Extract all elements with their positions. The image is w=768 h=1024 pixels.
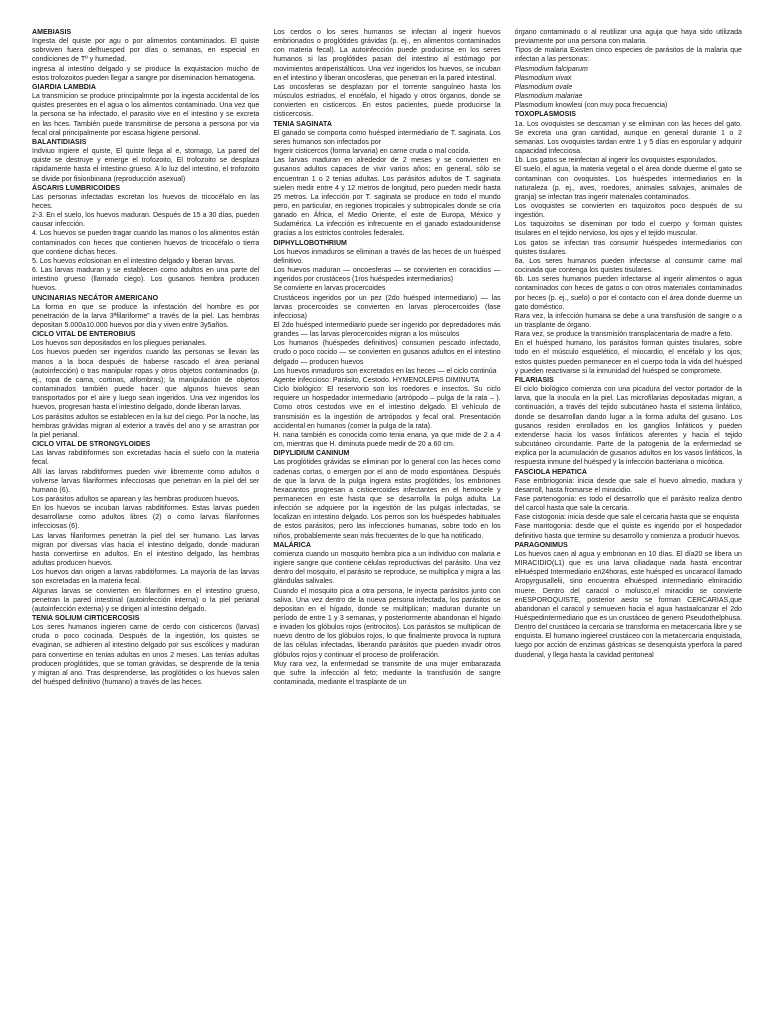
section-heading: TENIA SAGINATA <box>273 120 332 128</box>
paragraph: 6b. Los seres humanos pueden infectarse al ingerir alimentos o agua contaminados con heces de gatos o con otros materiales contaminados por heces (p. ej., suelo) o por el contacto con el área donde duerme un gato doméstico. <box>514 276 742 311</box>
text-column-right <box>515 28 742 1014</box>
section-heading: DIPYLIDIUM CANINUM <box>273 450 350 458</box>
paragraph: Los huevos son depositados en los pliegues perianales. <box>32 340 207 348</box>
paragraph: Los ovoquistes se convierten en taquizoitos poco después de su ingestión. <box>514 202 742 220</box>
paragraph: Los gatos se infectan tras consumir huéspedes intermediarios con quistes tisulares. <box>514 239 742 256</box>
paragraph: Muy rara vez, la enfermedad se transmite de una mujer embarazada que sufre la infección al feto; mediante la transfusión de sangre contaminada, mediante el trasplante de un <box>273 660 501 687</box>
paragraph: 1a. Los ovoquistes se descaman y se eliminan con las heces del gato. Se excreta una gran cantidad, aunque en general durante 1 o 2 semanas. Los ovoquistes tardan entre 1 y 5 días en esporular y adquirir capacidad infecciosa. <box>514 120 742 156</box>
paragraph: Rara vez, se produce la transmisión transplacentaria de madre a feto. <box>514 331 733 339</box>
paragraph: El ciclo biológico comienza con una picadura del vector portador de la larva, que la inocula en la piel. Las microfilarias depositadas migran, a continuación, a través del tejido subcutáneo hasta el sistema linfático, donde se desarrollan dando lugar a la forma adulta del gusano. Los gusanos residen enrollados en los ganglios linfáticos y pueden extenderse hacia los vasos linfáticos aferentes y hacia el tejido subcutáneo circundante. Parte de la patogenia de la enfermedad se explica por la acumulación de gusanos adultos en los vasos linfáticos, la respuesta inmune del huésped y la infección bacteriana o micótica. <box>514 386 742 467</box>
paragraph: En el huésped humano, los parásitos forman quistes tisulares, sobre todo en el músculo esquelético, el miocardio, el encéfalo y los ojos; estos quistes pueden permanecer en el cuerpo toda la vida del huésped y pueden reactivarse si la inmunidad del huésped se compromete. <box>514 340 742 375</box>
paragraph: 5. Los huevos eclosionan en el intestino delgado y liberan larvas. <box>32 257 236 265</box>
paragraph: Tipos de malaria Existen cinco especies de parásitos de la malaria que infectan a las personas: <box>514 47 742 64</box>
paragraph: Algunas larvas se convierten en filariformes en el intestino grueso, penetran la pared intestinal (autoinfección interna) o la piel perianal (autoinfección externa) y se dirigen al intestino delgado. <box>32 587 260 613</box>
paragraph: comienza cuando un mosquito hembra pica a un individuo con malaria e ingiere sangre que contiene células reproductivas del parásito. Una vez dentro del mosquito, el parásito se reproduce, se multiplica y migra a las glándulas salivales. <box>273 550 501 586</box>
paragraph: Las larvas filariformes penetran la piel del ser humano. Las larvas migran por diversas vías hacia el intestino delgado, donde maduran hasta convertirse en adultos. En el intestino delgado, las hembras adultas producen huevos. <box>32 532 260 568</box>
section-heading: PARAGONIMUS <box>514 541 568 549</box>
paragraph: 6a. Los seres humanos pueden infectarse al consumir carne mal cocinada que contenga los quistes tisulares. <box>514 257 742 275</box>
section-heading: GIARDIA LAMBDIA <box>32 83 96 91</box>
paragraph: Los huevos inmaduros son excretados en las heces — el ciclo continúa <box>273 367 497 375</box>
paragraph: 2-3. En el suelo, los huevos maduran. Después de 15 a 30 días, pueden causar infección. <box>32 212 260 229</box>
paragraph: Las larvas maduran en alrededor de 2 meses y se convierten en gusanos adultos capaces de vivir varios años; en general, sólo se encuentran 1 o 2 tenias adultas. Los parásitos adultos de T. saginata suelen medir entre 4 y 12 metros de longitud, pero pueden medir hasta 25 metros. La infección por T. saginata se produce en todo el mundo pero, en particular, en regiones tropicales y subtropicales donde se cría ganado en África, el Medio Oriente, el este de Europa, México y Sudamérica. La infección es infrecuente en el ganado estadounidense gracias a los estrictos controles federales. <box>273 157 501 238</box>
paragraph: Agente infeccioso: Parásito, Cestodo. HYMENOLEPIS DIMINUTA <box>273 376 480 384</box>
paragraph: La forma en que se produce la infestación del hombre es por penetración de la larva 3ªfilariforme” a través de la piel. Las hembras depositan 5.000a10.000 huevos por día y viven entre 3y5años. <box>32 303 260 329</box>
section-heading: AMEBIASIS <box>32 29 72 36</box>
text-column-left <box>32 28 259 1014</box>
paragraph: Las proglótides grávidas se eliminan por lo general con las heces como cadenas cortas, o emergen por el ano de modo espontánea. Después de que la larva de la pulga ingiera estas proglótides, los embriones hexacantos progresan a cisticercoides infectantes en el hemocele y permanecen en este hasta que se desarrolla la pulga adulta. La infección se adquiere por la ingestión de las pulgas infectadas, se localizan en intestino delgado. Los perros son los huéspedes habituales de estos parásitos, pero las infecciones humanas, sobre todo en los niños, probablemente sean más frecuentes de lo que ha notificado. <box>273 459 501 540</box>
section-heading: CICLO VITAL DE STRONGYLOIDES <box>32 441 151 449</box>
section-heading: ÁSCARIS LUMBRICOIDES <box>32 184 121 192</box>
paragraph: Los huevos caen al agua y embrionan en 10 días. El día20 se libera un MIRACIDIO(L1) que es una larva ciliadaque nada hasta encontrar elHuésped Intermediario en24horas, este huésped es uncaracol llamado Aropyrgusallelii, sino encuentra elhuésped intermediario elmiracidio muere. Dentro del caracol o molusco,el miracidio se convierte enESPOROQUISTE, posterior aesto se forman CERCARIAS,que abandonan el caracol y semueven hacia el agua hastaalcanzar el 2do Huéspedintermediario que es un crustáceo de genero Pseudothelphusa. Dentro del crustáceo la cercaria se transforma en metacercaria libre y se enquista. El humano ingiereel crustáceo con la metacercaria enquistada, luego por acción de enzimas gástricas se desenquista yperfora la pared duodenal, y llega hasta la cavidad peritoneal <box>514 550 742 659</box>
paragraph: Los parásitos adultos se aparean y las hembras producen huevos. <box>32 495 240 503</box>
paragraph: El ganado se comporta como huésped intermediario de T. saginata. Los seres humanos son infectados por <box>273 129 501 146</box>
paragraph: Las larvas rabditiformes son excretadas hacia el suelo con la materia fecal. <box>32 450 260 467</box>
paragraph: Los cerdos o los seres humanos se infectan al ingerir huevos embrionados o proglótides grávidas (p. ej., en alimentos contaminados con materia fecal). La autoinfección puede producirse en los seres humanos si las proglótides pasan del intestino al estómago por movimientos antiperistálticos. Una vez ingeridos los huevos, se incuban en el intestino y liberan oncosferas, que penetran en la pared intestinal. <box>273 29 501 82</box>
paragraph: ingresa al intestino delgado y se produce la exquistacion mucho de estos trofozoitos pueden llegar a sangre por diseminacion hematogena. <box>32 65 260 82</box>
section-heading: FILARIASIS <box>514 376 554 384</box>
paragraph: 1b. Los gatos se reinfectan al ingerir los ovoquistes esporulados. <box>514 157 718 165</box>
species-name: Plasmodium malariae <box>514 93 583 101</box>
paragraph: Crustáceos ingeridos por un pez (2do huésped intermediario) — las larvas procercoides se convierten en larvas plerocercoides (fase infecciosa) <box>273 294 501 320</box>
paragraph: Los humanos (huéspedes definitivos) consumen pescado infectado, crudo o poco cocido — se convierten en gusanos adultos en el intestino delgado — producen huevos <box>273 340 501 366</box>
paragraph: órgano contaminado o al reutilizar una aguja que haya sido utilizada previamente por una persona con malaria. <box>514 29 742 46</box>
paragraph: Rara vez, la infección humana se debe a una transfusión de sangre o a un trasplante de órgano. <box>514 312 742 329</box>
section-heading: TENIA SOLIUM CIRTICERCOSIS <box>32 615 140 622</box>
paragraph: La transmicion se produce principalmnte por la ingesta accidental de los quistes presentes en el agua o los alimentos contaminado. Una vez que la persona se ha infectado, el parasito vive en el intestino y se excreta en las hces. También puede transmitirse de persona a persona por via fecal oral principalmente por escasa higiene personal. <box>32 93 260 137</box>
paragraph: 6. Las larvas maduran y se establecen como adultos en una parte del intestino grueso (llamado ciego). Los gusanos hembra producen huevos. <box>32 267 260 293</box>
paragraph: Los huevos pueden ser ingeridos cuando las personas se llevan las manos a la boca después de haberse rascado el área perianal (autoinfección) o tras manipular ropas y otros objetos contaminados (p. ej., ropa de cama, cortinas, alfombras); la manipulación de objetos contaminados también puede hacer que algunos huevos sean transportados por el aire y luego sean ingeridos. Una vez ingeridos los huevos, progresan hasta el intestino delgado, donde liberan larvas. <box>32 349 260 412</box>
paragraph: Plasmodium knowlesi (con muy poca frecuencia) <box>514 102 668 110</box>
paragraph: El 2do huésped intermediario puede ser ingerido por depredadores más grandes — las larvas plerocercoides migran a los músculos <box>273 322 501 339</box>
paragraph: Los taquizoitos se diseminan por todo el cuerpo y forman quistes tisulares en el tejido nervioso, los ojos y el tejido muscular. <box>514 221 742 238</box>
section-heading: CICLO VITAL DE ENTEROBIUS <box>32 331 136 339</box>
section-heading: MALÁRICA <box>273 541 311 549</box>
paragraph: Fase partenogonia: es todo el desarrollo que el parásito realiza dentro del carcol hasta que sale la cercaria. <box>514 495 742 513</box>
paragraph: H. nana también es conocida como tenia enana, ya que mide de 2 a 4 cm, mientras que H. diminuta puede medir de 20 a 60 cm. <box>273 431 501 449</box>
section-heading: BALANTIDIASIS <box>32 138 87 146</box>
paragraph: Se convierte en larvas procercoides <box>273 285 386 293</box>
paragraph: Las personas infectadas excretan los huevos de tricocéfalo en las heces. <box>32 193 260 210</box>
paragraph: Allí las larvas rabditiformes pueden vivir libremente como adultos o volverse larvas filariformes infecciosas que penetran en la piel del ser humano (6). <box>32 468 260 494</box>
paragraph: Ciclo biológico: El reservorio son los roedores e insectos. Su ciclo requiere un hospedador intermediario (artrópodo – pulga de la rata – ). Como otros cestodos vive en el intestino delgado. El vehículo de transmisión es la ingestión de artrópodos y fecal oral. Presentación accidental en humanos (comer la pulga de la rata). <box>273 386 501 430</box>
paragraph: Indviuo ingiere el quiste, El quiste llega al e, stomago, La pared del quiste se destruye y emerge el trofozoito, El trofozoito se desplaza rápidamente hasta el intestino grueso. A lo luz del intestino, el trofozoito se divide por fisionbinana (reproducción asexual) <box>32 148 260 183</box>
paragraph: Los huevos inmaduros se eliminan a través de las heces de un huésped definitivo. <box>273 248 501 265</box>
paragraph: Los seres humanos ingieren carne de cerdo con cisticercos (larvas) cruda o poco cocinada. Después de la ingestión, los quistes se evaginan, se adhieren al intestino delgado por sus escólices y maduran para convertirse en tenias adultas en unos 2 meses. Las tenias adultas producen proglótides, que se toman grávidas, se desprende de la tenia y migran al ano. Tras desprenderse, las proglótides o los huevos salen del huésped definitivo (humano) a través de las heces. <box>32 624 260 687</box>
species-name: Plasmodium ovale <box>514 83 573 91</box>
paragraph: Los parásitos adultos se establecen en la luz del ciego. Por la noche, las hembras grávidas migran al exterior a través del ano y se arrastran por la piel perianal. <box>32 413 260 439</box>
paragraph: Fase maritogonia: desde que el quiste es ingerido por el hospedador definitivo hasta que termine su desarrollo y comienza a producir huevos. <box>514 523 742 540</box>
paragraph: Ingesta del quiste por agu o por alimentos contaminados. El quiste sobrviven fuera delhuesped por días o semanas, en especial en condiciones de Tº y humedad. <box>32 38 260 64</box>
species-name: Plasmodium falciparum <box>514 65 588 73</box>
section-heading: FASCIOLA HEPATICA <box>514 468 587 476</box>
paragraph: El suelo, el agua, la materia vegetal o el área donde duerme el gato se contaminan con ovoquistes. Los huéspedes intermediarios en la naturaleza (p. ej., aves, roedores, animales salvajes, animales de granja) se infectan tras ingerir materiales contaminados. <box>514 166 742 201</box>
paragraph: Los huevos maduran — oncoesferas — se convierten en coracidios — ingeridos por crustáceos (1ros huéspedes intermediarios) <box>273 267 501 284</box>
section-heading: TOXOPLASMOSIS <box>514 111 576 119</box>
paragraph: En los huevos se incuban larvas rabditiformes. Estas larvas pueden desarrollarse como adultos libres (2) o como larvas filariformes infecciosas (6). <box>32 505 260 531</box>
paragraph: Fase embriogonia: inicia desde que sale el huevo almedio, madura y desarroll, hasta fromarse el miracidio. <box>514 477 742 494</box>
paragraph: 4. Los huevos se pueden tragar cuando las manos o los alimentos están contaminados con heces que contienen huevos de tricocéfalo o tierra que contiene dichas heces. <box>32 230 260 256</box>
paragraph: Las oncosferas se desplazan por el torrente sanguíneo hasta los músculos estriados, el encéfalo, el hígado y otros órganos, donde se convierten en cisticercos. En estos pacientes, puede producirse la cisticercosis. <box>273 83 501 119</box>
section-heading: UNCINARIAS NECÁTOR AMERICANO <box>32 294 159 302</box>
paragraph: Fase cistogonia: inicia desde que sale el cercaria hasta que se enquista <box>514 514 740 522</box>
paragraph: Ingerir cisticercos (forma larvaria) en carne cruda o mal cocida. <box>273 148 471 156</box>
species-name: Plasmodium vivax <box>514 74 572 82</box>
paragraph: Cuando el mosquito pica a otra persona, le inyecta parásitos junto con saliva. Una vez dentro de la nueva persona infectada, los parásitos se depositan en el hígado, donde se multiplican; maduran durante un período de entre 1 y 3 semanas, y posteriormente abandonan el hígado e invaden los glóbulos rojos (eritrocitos). Los parásitos se multiplican de nuevo dentro de los glóbulos rojos, lo que finalmente provoca la ruptura de las células infectadas, liberando parásitos que pueden invadir otros glóbulos rojos y continuar el proceso de proliferación. <box>273 587 501 659</box>
text-column-middle <box>273 28 500 1014</box>
section-heading: DIPHYLLOBOTHRIUM <box>273 239 347 247</box>
paragraph: Los huevos dan origen a larvas rabditiformes. La mayoría de las larvas son excretadas en la materia fecal. <box>32 569 260 586</box>
